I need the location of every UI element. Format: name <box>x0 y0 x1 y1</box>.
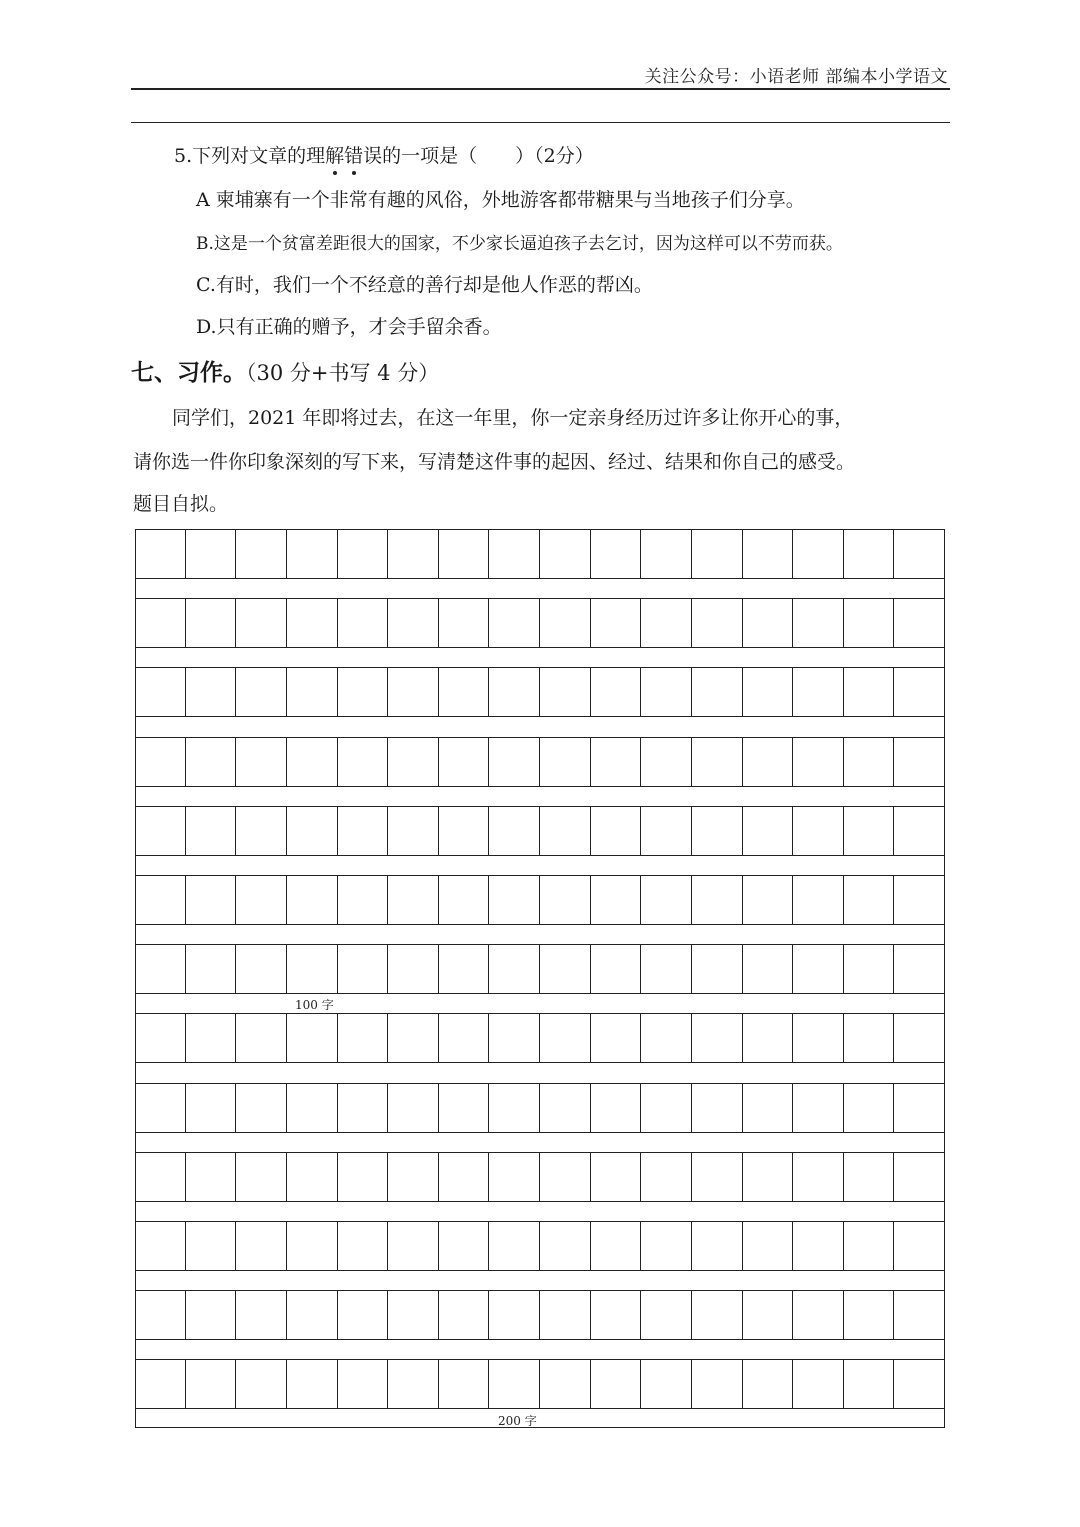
grid-cell[interactable] <box>338 598 389 648</box>
grid-cell[interactable] <box>338 667 389 717</box>
grid-cell[interactable] <box>388 806 439 856</box>
grid-cell[interactable] <box>692 529 743 579</box>
grid-cell[interactable] <box>489 667 540 717</box>
grid-cell[interactable] <box>236 875 287 925</box>
grid-cell[interactable] <box>388 1152 439 1202</box>
grid-cell[interactable] <box>236 1083 287 1133</box>
grid-cell[interactable] <box>439 1083 490 1133</box>
grid-cell[interactable] <box>641 667 692 717</box>
grid-cell[interactable] <box>388 529 439 579</box>
grid-cell[interactable] <box>540 944 591 994</box>
grid-cell[interactable] <box>692 667 743 717</box>
grid-cell[interactable] <box>641 1083 692 1133</box>
grid-cell[interactable] <box>135 1359 186 1409</box>
grid-row <box>135 1221 945 1271</box>
grid-cell[interactable] <box>692 1221 743 1271</box>
grid-cell[interactable] <box>287 529 338 579</box>
grid-cell[interactable] <box>186 667 237 717</box>
section-7-title <box>131 354 439 387</box>
grid-cell[interactable] <box>844 1013 895 1063</box>
grid-cell[interactable] <box>439 1290 490 1340</box>
grid-cell[interactable] <box>135 529 186 579</box>
grid-row <box>135 1152 945 1202</box>
grid-cell[interactable] <box>641 1013 692 1063</box>
grid-cell[interactable] <box>793 875 844 925</box>
grid-cell[interactable] <box>591 667 642 717</box>
grid-row <box>135 737 945 787</box>
grid-cell[interactable] <box>186 1290 237 1340</box>
grid-cell[interactable] <box>743 1083 794 1133</box>
grid-cell[interactable] <box>186 1359 237 1409</box>
section-7-heading: 七、习作。 <box>131 359 246 386</box>
grid-cell[interactable] <box>793 944 844 994</box>
grid-cell[interactable] <box>338 737 389 787</box>
grid-cell[interactable] <box>591 737 642 787</box>
grid-cell[interactable] <box>489 1083 540 1133</box>
grid-cell[interactable] <box>388 944 439 994</box>
grid-cell[interactable] <box>540 1083 591 1133</box>
marker-200-chars: 200 字 <box>498 1414 537 1428</box>
grid-cell[interactable] <box>692 875 743 925</box>
grid-cell[interactable] <box>186 944 237 994</box>
grid-cell[interactable] <box>287 598 338 648</box>
grid-cell[interactable] <box>743 1013 794 1063</box>
grid-cell[interactable] <box>439 944 490 994</box>
grid-cell[interactable] <box>844 529 895 579</box>
grid-cell[interactable] <box>135 667 186 717</box>
grid-row <box>135 944 945 994</box>
grid-cell[interactable] <box>844 1083 895 1133</box>
grid-cell[interactable] <box>439 1221 490 1271</box>
emphasis-char-1: 解 <box>325 141 344 168</box>
grid-cell[interactable] <box>540 875 591 925</box>
grid-cell[interactable] <box>338 875 389 925</box>
grid-row <box>135 529 945 579</box>
grid-cell[interactable] <box>236 667 287 717</box>
grid-cell[interactable] <box>844 667 895 717</box>
grid-cell[interactable] <box>186 1083 237 1133</box>
grid-cell[interactable] <box>844 944 895 994</box>
grid-row <box>135 1083 945 1133</box>
grid-row <box>135 875 945 925</box>
grid-cell[interactable] <box>591 1359 642 1409</box>
grid-cell[interactable] <box>894 944 945 994</box>
grid-cell[interactable] <box>641 1290 692 1340</box>
grid-cell[interactable] <box>135 1221 186 1271</box>
grid-cell[interactable] <box>844 875 895 925</box>
grid-cell[interactable] <box>793 1152 844 1202</box>
grid-cell[interactable] <box>236 1359 287 1409</box>
grid-cell[interactable] <box>236 529 287 579</box>
grid-cell[interactable] <box>338 806 389 856</box>
grid-cell[interactable] <box>338 1152 389 1202</box>
grid-cell[interactable] <box>894 1013 945 1063</box>
grid-cell[interactable] <box>894 875 945 925</box>
grid-cell[interactable] <box>641 875 692 925</box>
grid-cell[interactable] <box>135 806 186 856</box>
grid-cell[interactable] <box>743 529 794 579</box>
grid-row <box>135 1013 945 1063</box>
grid-cell[interactable] <box>743 737 794 787</box>
grid-cell[interactable] <box>287 944 338 994</box>
grid-cell[interactable] <box>287 1083 338 1133</box>
grid-cell[interactable] <box>793 1221 844 1271</box>
grid-cell[interactable] <box>591 944 642 994</box>
grid-cell[interactable] <box>236 598 287 648</box>
grid-cell[interactable] <box>489 1290 540 1340</box>
grid-cell[interactable] <box>135 875 186 925</box>
grid-cell[interactable] <box>743 1152 794 1202</box>
grid-cell[interactable] <box>540 1290 591 1340</box>
grid-cell[interactable] <box>338 1359 389 1409</box>
grid-cell[interactable] <box>692 598 743 648</box>
grid-cell[interactable] <box>793 1013 844 1063</box>
prompt-line-2: 请你选一件你印象深刻的写下来，写清楚这件事的起因、经过、结果和你自己的感受。 <box>133 451 856 473</box>
grid-cell[interactable] <box>439 737 490 787</box>
grid-cell[interactable] <box>287 1152 338 1202</box>
grid-cell[interactable] <box>844 806 895 856</box>
header-caption: 关注公众号：小语老师 部编本小学语文 <box>644 67 948 87</box>
grid-cell[interactable] <box>844 737 895 787</box>
grid-cell[interactable] <box>135 1013 186 1063</box>
grid-cell[interactable] <box>388 1083 439 1133</box>
grid-cell[interactable] <box>439 806 490 856</box>
grid-row <box>135 667 945 717</box>
grid-cell[interactable] <box>540 737 591 787</box>
grid-cell[interactable] <box>489 1013 540 1063</box>
grid-cell[interactable] <box>540 806 591 856</box>
grid-cell[interactable] <box>641 1221 692 1271</box>
grid-cell[interactable] <box>135 1083 186 1133</box>
marker-100-chars: 100 字 <box>295 998 334 1012</box>
grid-cell[interactable] <box>894 529 945 579</box>
grid-cell[interactable] <box>591 1013 642 1063</box>
grid-cell[interactable] <box>743 598 794 648</box>
grid-cell[interactable] <box>743 1290 794 1340</box>
grid-cell[interactable] <box>236 1152 287 1202</box>
grid-cell[interactable] <box>135 1152 186 1202</box>
question-5-title <box>174 141 594 168</box>
grid-row <box>135 598 945 648</box>
grid-cell[interactable] <box>388 667 439 717</box>
grid-cell[interactable] <box>287 1221 338 1271</box>
grid-cell[interactable] <box>894 598 945 648</box>
grid-cell[interactable] <box>287 737 338 787</box>
grid-row <box>135 806 945 856</box>
grid-cell[interactable] <box>692 737 743 787</box>
grid-cell[interactable] <box>338 529 389 579</box>
grid-cell[interactable] <box>489 1221 540 1271</box>
grid-cell[interactable] <box>338 1221 389 1271</box>
grid-cell[interactable] <box>236 1221 287 1271</box>
question-5-prefix: 5.下列对文章的理 <box>174 145 326 167</box>
grid-cell[interactable] <box>894 1290 945 1340</box>
grid-cell[interactable] <box>540 667 591 717</box>
grid-cell[interactable] <box>591 806 642 856</box>
question-5-rest: 误的一项是（ ）（2分） <box>363 145 594 167</box>
grid-cell[interactable] <box>591 598 642 648</box>
grid-cell[interactable] <box>641 1359 692 1409</box>
grid-cell[interactable] <box>894 1152 945 1202</box>
grid-cell[interactable] <box>439 1013 490 1063</box>
grid-cell[interactable] <box>287 1290 338 1340</box>
grid-cell[interactable] <box>692 1083 743 1133</box>
grid-cell[interactable] <box>641 944 692 994</box>
grid-cell[interactable] <box>591 1290 642 1340</box>
emphasis-char-2: 错 <box>344 141 363 168</box>
prompt-line-3: 题目自拟。 <box>133 493 229 515</box>
option-a: A 柬埔寨有一个非常有趣的风俗，外地游客都带糖果与当地孩子们分享。 <box>196 189 805 211</box>
grid-cell[interactable] <box>388 737 439 787</box>
grid-cell[interactable] <box>388 875 439 925</box>
grid-cell[interactable] <box>692 1290 743 1340</box>
grid-cell[interactable] <box>894 1221 945 1271</box>
grid-cell[interactable] <box>489 1359 540 1409</box>
grid-cell[interactable] <box>186 1013 237 1063</box>
grid-cell[interactable] <box>236 944 287 994</box>
grid-cell[interactable] <box>692 1152 743 1202</box>
grid-cell[interactable] <box>439 1152 490 1202</box>
grid-cell[interactable] <box>793 1359 844 1409</box>
grid-cell[interactable] <box>641 806 692 856</box>
grid-cell[interactable] <box>540 598 591 648</box>
grid-cell[interactable] <box>894 1083 945 1133</box>
grid-cell[interactable] <box>489 1152 540 1202</box>
grid-cell[interactable] <box>894 1359 945 1409</box>
grid-cell[interactable] <box>287 806 338 856</box>
grid-row <box>135 1290 945 1340</box>
grid-cell[interactable] <box>439 875 490 925</box>
grid-cell[interactable] <box>489 529 540 579</box>
grid-cell[interactable] <box>540 1013 591 1063</box>
grid-cell[interactable] <box>186 806 237 856</box>
grid-cell[interactable] <box>844 1152 895 1202</box>
grid-cell[interactable] <box>135 598 186 648</box>
grid-cell[interactable] <box>793 737 844 787</box>
grid-cell[interactable] <box>287 667 338 717</box>
grid-cell[interactable] <box>793 598 844 648</box>
section-7-score: （30 分+书写 4 分） <box>246 361 440 385</box>
grid-cell[interactable] <box>236 737 287 787</box>
grid-cell[interactable] <box>591 1221 642 1271</box>
grid-cell[interactable] <box>743 1221 794 1271</box>
grid-cell[interactable] <box>641 1152 692 1202</box>
grid-cell[interactable] <box>186 875 237 925</box>
grid-cell[interactable] <box>844 1221 895 1271</box>
grid-cell[interactable] <box>388 598 439 648</box>
grid-cell[interactable] <box>439 598 490 648</box>
grid-cell[interactable] <box>844 598 895 648</box>
grid-cell[interactable] <box>338 944 389 994</box>
grid-cell[interactable] <box>591 529 642 579</box>
grid-cell[interactable] <box>793 806 844 856</box>
grid-cell[interactable] <box>388 1290 439 1340</box>
grid-cell[interactable] <box>793 1083 844 1133</box>
grid-cell[interactable] <box>186 1221 237 1271</box>
option-d: D.只有正确的赠予，才会手留余香。 <box>196 316 502 338</box>
grid-cell[interactable] <box>591 1083 642 1133</box>
grid-cell[interactable] <box>388 1221 439 1271</box>
grid-cell[interactable] <box>692 944 743 994</box>
grid-cell[interactable] <box>489 806 540 856</box>
grid-cell[interactable] <box>135 944 186 994</box>
grid-cell[interactable] <box>894 737 945 787</box>
grid-cell[interactable] <box>844 1359 895 1409</box>
grid-cell[interactable] <box>743 667 794 717</box>
grid-cell[interactable] <box>489 944 540 994</box>
grid-cell[interactable] <box>844 1290 895 1340</box>
grid-cell[interactable] <box>236 1013 287 1063</box>
grid-cell[interactable] <box>641 529 692 579</box>
grid-cell[interactable] <box>743 1359 794 1409</box>
grid-cell[interactable] <box>439 667 490 717</box>
grid-cell[interactable] <box>743 806 794 856</box>
grid-cell[interactable] <box>338 1290 389 1340</box>
grid-cell[interactable] <box>641 737 692 787</box>
grid-cell[interactable] <box>287 1359 338 1409</box>
grid-cell[interactable] <box>641 598 692 648</box>
grid-cell[interactable] <box>591 875 642 925</box>
grid-cell[interactable] <box>591 1152 642 1202</box>
grid-cell[interactable] <box>692 806 743 856</box>
grid-cell[interactable] <box>793 667 844 717</box>
grid-cell[interactable] <box>692 1013 743 1063</box>
writing-grid <box>135 529 945 1428</box>
content-rule <box>131 122 950 123</box>
grid-cell[interactable] <box>793 1290 844 1340</box>
grid-cell[interactable] <box>743 944 794 994</box>
grid-cell[interactable] <box>439 1359 490 1409</box>
grid-cell[interactable] <box>135 737 186 787</box>
grid-cell[interactable] <box>894 806 945 856</box>
grid-cell[interactable] <box>489 598 540 648</box>
grid-cell[interactable] <box>186 1152 237 1202</box>
option-b: B.这是一个贫富差距很大的国家，不少家长逼迫孩子去乞讨，因为这样可以不劳而获。 <box>196 234 843 254</box>
prompt-line-1: 同学们，2021 年即将过去，在这一年里，你一定亲身经历过许多让你开心的事， <box>172 407 854 429</box>
grid-cell[interactable] <box>338 1083 389 1133</box>
grid-cell[interactable] <box>894 667 945 717</box>
grid-cell[interactable] <box>793 529 844 579</box>
grid-cell[interactable] <box>692 1359 743 1409</box>
grid-cell[interactable] <box>287 1013 338 1063</box>
grid-cell[interactable] <box>540 1359 591 1409</box>
option-c: C.有时，我们一个不经意的善行却是他人作恶的帮凶。 <box>196 274 653 296</box>
grid-cell[interactable] <box>388 1359 439 1409</box>
grid-cell[interactable] <box>489 737 540 787</box>
grid-cell[interactable] <box>135 1290 186 1340</box>
grid-cell[interactable] <box>540 1221 591 1271</box>
grid-cell[interactable] <box>540 529 591 579</box>
grid-cell[interactable] <box>489 875 540 925</box>
grid-cell[interactable] <box>388 1013 439 1063</box>
grid-cell[interactable] <box>186 529 237 579</box>
grid-cell[interactable] <box>287 875 338 925</box>
grid-row <box>135 1359 945 1409</box>
grid-cell[interactable] <box>236 806 287 856</box>
grid-cell[interactable] <box>439 529 490 579</box>
grid-cell[interactable] <box>743 875 794 925</box>
header-rule <box>131 88 950 90</box>
grid-cell[interactable] <box>338 1013 389 1063</box>
grid-cell[interactable] <box>540 1152 591 1202</box>
grid-cell[interactable] <box>186 737 237 787</box>
grid-cell[interactable] <box>236 1290 287 1340</box>
grid-cell[interactable] <box>186 598 237 648</box>
